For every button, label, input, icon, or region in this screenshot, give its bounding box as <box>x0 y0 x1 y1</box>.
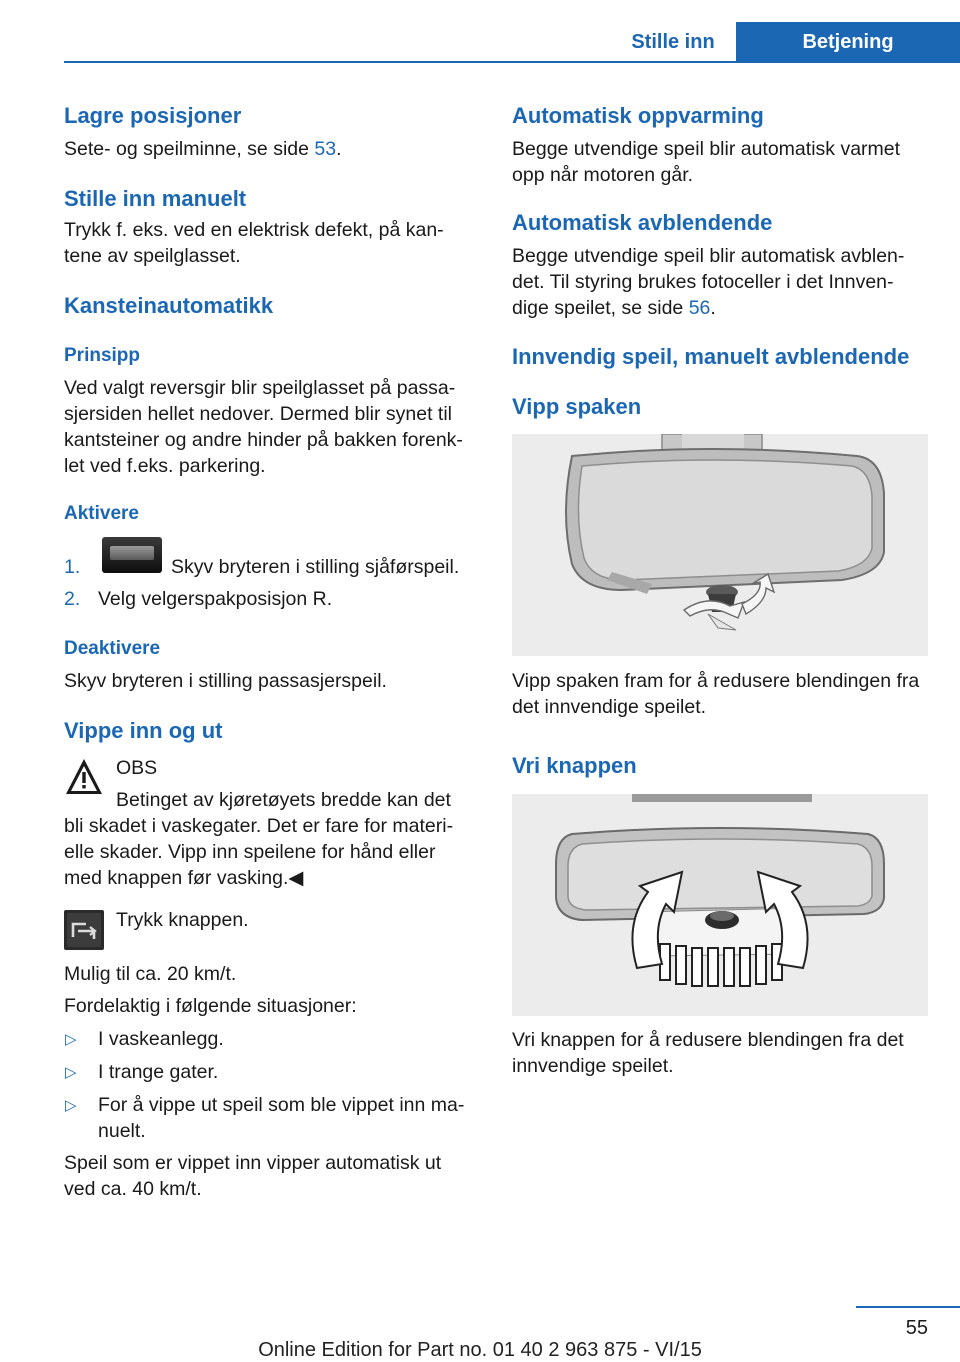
mirror-knob-image <box>512 794 928 1016</box>
prinsipp-line-2: sjersiden hellet nedover. Dermed blir synet til <box>64 403 453 425</box>
heading-kansteinautomatikk: Kansteinautomatikk <box>64 293 274 318</box>
obs-label: OBS <box>116 757 158 779</box>
heading-stille-inn-manuelt: Stille inn manuelt <box>64 186 247 211</box>
speil-line-2: ved ca. 40 km/t. <box>64 1178 202 1200</box>
link-page-53[interactable]: 53 <box>314 138 337 160</box>
bullet-marker-3: ▷ <box>65 1097 77 1114</box>
deaktivere-text: Skyv bryteren i stilling passasjerspeil. <box>64 670 387 692</box>
step-1-number: 1. <box>64 556 81 578</box>
obs-line-4: med knappen før vasking.◀ <box>64 867 304 889</box>
header-rule <box>64 61 960 63</box>
prinsipp-line-4: let ved f.eks. parkering. <box>64 455 266 477</box>
mirror-switch-icon <box>102 537 162 573</box>
page-number: 55 <box>905 1317 928 1339</box>
mirror-lever-image <box>512 434 928 656</box>
link-page-56[interactable]: 56 <box>688 297 711 319</box>
lagre-text-end: . <box>336 138 342 160</box>
prinsipp-line-1: Ved valgt reversgir blir speilglasset på passa‐ <box>64 377 456 399</box>
tab-stille-inn[interactable]: Stille inn <box>631 30 715 53</box>
bullet-3-line-1: For å vippe ut speil som ble vippet inn ma‐ <box>98 1094 465 1116</box>
obs-line-2: bli skadet i vaskegater. Det er fare for materi‐ <box>64 815 454 837</box>
trykk-text: Trykk knappen. <box>116 909 249 931</box>
mulig-text: Mulig til ca. 20 km/t. <box>64 963 237 985</box>
step-1-text: Skyv bryteren i stilling sjåførspeil. <box>171 556 460 578</box>
bullet-marker-1: ▷ <box>65 1031 77 1048</box>
step-2-text: Velg velgerspakposisjon R. <box>98 588 333 610</box>
manuelt-line-1: Trykk f. eks. ved en elektrisk defekt, på kan‐ <box>64 219 444 241</box>
speil-line-1: Speil som er vippet inn vipper automatisk ut <box>64 1152 442 1174</box>
warning-triangle-icon <box>64 756 104 798</box>
fordel-text: Fordelaktig i følgende situasjoner: <box>64 995 357 1017</box>
heading-vipp-spaken: Vipp spaken <box>512 394 642 419</box>
mirror-lever-illustration <box>512 434 928 656</box>
heading-innvendig-speil: Innvendig speil, manuelt avblendende <box>512 344 910 369</box>
vri-line-2: innvendige speilet. <box>512 1055 674 1077</box>
tab-betjening[interactable]: Betjening <box>736 22 960 62</box>
obs-line-1: Betinget av kjøretøyets bredde kan det <box>116 789 451 811</box>
avblend-line-3-end: . <box>710 297 716 319</box>
avblend-line-3-main: dige speilet, se side <box>512 297 689 319</box>
heading-lagre-posisjoner: Lagre posisjoner <box>64 103 242 128</box>
bullet-3-line-2: nuelt. <box>98 1120 146 1142</box>
heading-automatisk-avblendende: Automatisk avblendende <box>512 210 773 235</box>
heading-deaktivere: Deaktivere <box>64 638 161 659</box>
avblend-line-2: det. Til styring brukes fotoceller i det Innven‐ <box>512 271 894 293</box>
footer-rule <box>856 1306 960 1308</box>
avblend-line-1: Begge utvendige speil blir automatisk avblen‐ <box>512 245 905 267</box>
mirror-knob-illustration <box>512 794 928 1016</box>
lagre-text-main: Sete- og speilminne, se side <box>64 138 315 160</box>
step-2-number: 2. <box>64 588 81 610</box>
header-tabs <box>610 22 960 62</box>
obs-line-3: elle skader. Vipp inn speilene for hånd eller <box>64 841 436 863</box>
prinsipp-line-3: kantsteiner og andre hinder på bakken forenk‐ <box>64 429 463 451</box>
bullet-2-text: I trange gater. <box>98 1061 219 1083</box>
heading-automatisk-oppvarming: Automatisk oppvarming <box>512 103 764 128</box>
bullet-1-text: I vaskeanlegg. <box>98 1028 224 1050</box>
oppvarming-line-2: opp når motoren går. <box>512 164 694 186</box>
heading-vri-knappen: Vri knappen <box>512 753 637 778</box>
bullet-marker-2: ▷ <box>65 1064 77 1081</box>
footer-edition: Online Edition for Part no. 01 40 2 963 875 - VI/15 <box>258 1339 702 1361</box>
heading-vippe-inn-og-ut: Vippe inn og ut <box>64 718 223 743</box>
mirror-fold-button-icon <box>64 910 104 950</box>
vipp-line-2: det innvendige speilet. <box>512 696 707 718</box>
heading-aktivere: Aktivere <box>64 503 139 524</box>
vri-line-1: Vri knappen for å redusere blendingen fra det <box>512 1029 904 1051</box>
heading-prinsipp: Prinsipp <box>64 345 141 366</box>
lagre-text <box>64 136 342 162</box>
oppvarming-line-1: Begge utvendige speil blir automatisk varmet <box>512 138 901 160</box>
manuelt-line-2: tene av speilglasset. <box>64 245 241 267</box>
avblend-line-3 <box>512 295 716 321</box>
vipp-line-1: Vipp spaken fram for å redusere blendingen fra <box>512 670 920 692</box>
